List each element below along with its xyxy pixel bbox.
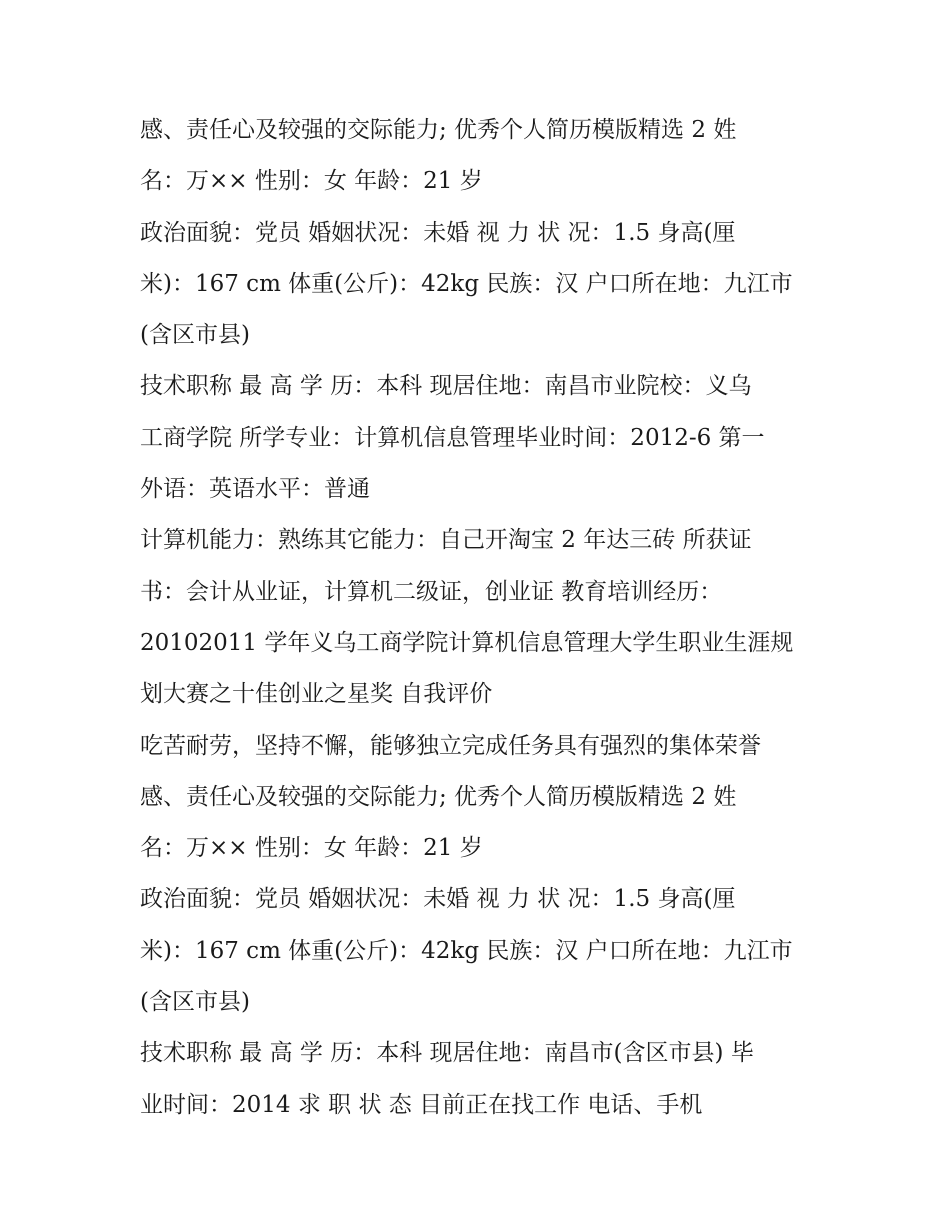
- text-line-17: 米)：167 cm 体重(公斤)：42kg 民族：汉 户口所在地：九江市: [140, 937, 793, 964]
- text-line-8: 外语：英语水平：普通: [140, 476, 370, 503]
- document-body: [140, 105, 840, 1131]
- text-line-15: 名：万×× 性别：女 年龄：21 岁: [140, 835, 483, 862]
- text-line-9: 计算机能力：熟练其它能力：自己开淘宝 2 年达三砖 所获证: [140, 527, 752, 554]
- text-line-20: 业时间：2014 求 职 状 态 目前正在找工作 电话、手机: [140, 1091, 703, 1118]
- text-line-19: 技术职称 最 高 学 历：本科 现居住地：南昌市(含区市县) 毕: [140, 1040, 754, 1067]
- text-line-5: (含区市县): [140, 322, 250, 349]
- text-line-16: 政治面貌：党员 婚姻状况：未婚 视 力 状 况：1.5 身高(厘: [140, 886, 736, 913]
- text-line-18: (含区市县): [140, 989, 250, 1016]
- text-line-1: 感、责任心及较强的交际能力; 优秀个人简历模版精选 2 姓: [140, 117, 737, 143]
- text-line-11: 20102011 学年义乌工商学院计算机信息管理大学生职业生涯规: [140, 629, 794, 656]
- text-line-2: 名：万×× 性别：女 年龄：21 岁: [140, 168, 483, 195]
- text-line-12: 划大赛之十佳创业之星奖 自我评价: [140, 681, 493, 708]
- text-line-4: 米)：167 cm 体重(公斤)：42kg 民族：汉 户口所在地：九江市: [140, 270, 793, 297]
- text-line-7: 工商学院 所学专业：计算机信息管理毕业时间：2012-6 第一: [140, 424, 765, 451]
- text-line-3: 政治面貌：党员 婚姻状况：未婚 视 力 状 况：1.5 身高(厘: [140, 219, 736, 246]
- text-line-10: 书：会计从业证，计算机二级证，创业证 教育培训经历：: [140, 578, 723, 605]
- text-line-14: 感、责任心及较强的交际能力; 优秀个人简历模版精选 2 姓: [140, 783, 737, 810]
- text-line-13: 吃苦耐劳，坚持不懈，能够独立完成任务具有强烈的集体荣誉: [140, 732, 761, 759]
- text-line-6: 技术职称 最 高 学 历：本科 现居住地：南昌市业院校：义乌: [140, 373, 752, 400]
